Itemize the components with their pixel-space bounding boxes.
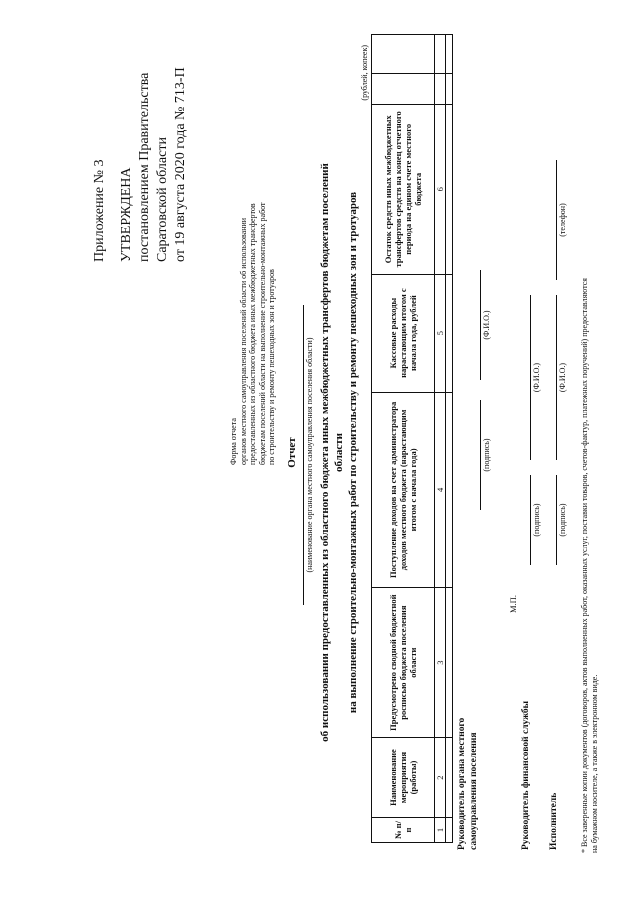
phone-caption: (телефон)	[558, 203, 567, 237]
column-number: 4	[435, 392, 446, 588]
column-number-row	[435, 35, 446, 843]
column-number-blank	[435, 73, 446, 104]
name-caption: (Ф.И.О.)	[558, 362, 567, 393]
signature-caption: (подпись)	[532, 503, 541, 537]
table-cell	[446, 35, 453, 74]
appendix-number: Приложение № 3	[92, 159, 107, 262]
column-number: 1	[435, 818, 446, 843]
column-number: 5	[435, 274, 446, 392]
name-caption: (Ф.И.О.)	[482, 310, 491, 340]
column-header: Остаток средств иных межбюджетных трансфертов средств на конец отчетного периода на едином счете местного бюджета	[372, 104, 435, 274]
footnote-line: на бумажном носителе, а также в электронном виде.	[590, 674, 599, 853]
footnote	[580, 33, 600, 853]
executor-signature-label: Исполнитель	[549, 792, 559, 850]
signature-caption: (подпись)	[558, 503, 567, 537]
table-cell	[446, 738, 453, 818]
column-number: 3	[435, 588, 446, 738]
head-signature-line	[480, 400, 481, 510]
column-header: Поступление доходов на счет администратора доходов местного бюджета (нарастающим итогом с начала года)	[372, 392, 435, 588]
units-caption: (рублей, копеек)	[360, 45, 369, 101]
finance-name-line	[530, 295, 531, 460]
form-caption-line: по строительству и ремонту пешеходных зон и тротуаров	[267, 269, 276, 465]
approval-line: Саратовской области	[155, 137, 170, 262]
executor-name-line	[556, 295, 557, 460]
table-row	[446, 35, 453, 843]
column-number: 2	[435, 738, 446, 818]
org-name-line	[303, 305, 304, 605]
heading-line: об использовании предоставленных из областного бюджета иных межбюджетных трансфертов бюджетам поселений области	[319, 163, 345, 742]
seal-mark: М.П.	[508, 595, 518, 613]
table-cell	[446, 104, 453, 274]
table-header-row	[372, 35, 435, 843]
column-header: Наименование мероприятия (работы)	[372, 738, 435, 818]
form-caption	[229, 65, 277, 465]
column-header: № п/п	[372, 818, 435, 843]
column-header: Предусмотрено сводной бюджетной росписью бюджета поселения области	[372, 588, 435, 738]
name-caption: (Ф.И.О.)	[532, 362, 541, 393]
head-name-line	[480, 270, 481, 380]
column-header: Кассовые расходы нарастающим итогом с начала года, рублей	[372, 274, 435, 392]
approval-line: от 19 августа 2020 года № 713-П	[173, 67, 188, 262]
org-name-caption: (наименование органа местного самоуправления поселения области)	[305, 337, 314, 573]
column-header-blank	[372, 35, 435, 74]
executor-signature-line	[556, 475, 557, 565]
form-caption-line: бюджетам поселений области на выполнение строительно-монтажных работ	[257, 202, 267, 465]
footnote-line: * Все заверенные копии документов (договоров, актов выполненных работ, оказанных услуг, поставки товаров, счетов-фактур, платежных поручений) предоставляются	[580, 278, 589, 853]
approval-title: УТВЕРЖДЕНА	[119, 167, 134, 262]
column-number-blank	[435, 35, 446, 74]
form-caption-line: предоставленных из областного бюджета иных межбюджетных трансфертов	[248, 203, 257, 465]
head-signature-label	[456, 718, 480, 850]
finance-signature-label: Руководитель финансовой службы	[521, 700, 531, 850]
label-line: Руководитель органа местного	[457, 717, 467, 850]
label-line: самоуправления поселения	[469, 732, 479, 850]
table-cell	[446, 588, 453, 738]
form-caption-line: органов местного самоуправления поселений области об использовании	[238, 217, 248, 465]
column-header-blank	[372, 73, 435, 104]
report-title: Отчет	[286, 437, 298, 468]
table-cell	[446, 274, 453, 392]
report-heading	[318, 150, 360, 755]
form-caption-line: Форма отчета	[229, 418, 238, 465]
table-cell	[446, 818, 453, 843]
heading-line: на выполнение строительно-монтажных работ по строительству и ремонту пешеходных зон и тротуаров	[347, 191, 359, 714]
approval-line: постановлением Правительства	[137, 72, 152, 262]
finance-signature-line	[530, 475, 531, 565]
approval-block	[118, 67, 190, 262]
report-table	[371, 34, 453, 843]
signature-caption: (подпись)	[482, 438, 491, 472]
executor-phone-line	[556, 160, 557, 280]
column-number: 6	[435, 104, 446, 274]
table-cell	[446, 392, 453, 588]
table-cell	[446, 73, 453, 104]
